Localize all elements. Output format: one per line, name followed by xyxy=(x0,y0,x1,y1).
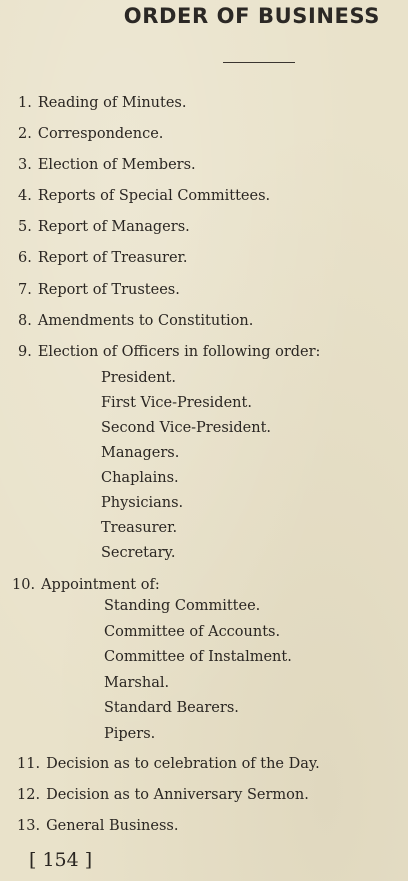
item-text: Amendments to Constitution. xyxy=(37,313,254,329)
item-text: Correspondence. xyxy=(37,126,164,142)
page-number: [ 154 ] xyxy=(29,849,93,871)
item-number: 12. xyxy=(17,787,41,803)
item-text: Report of Trustees. xyxy=(37,282,180,298)
item-text: Reading of Minutes. xyxy=(37,95,187,111)
item-number: 3. xyxy=(18,157,32,173)
item-number: 9. xyxy=(18,344,32,360)
item-text: Reports of Special Committees. xyxy=(37,188,271,204)
appointment-item: Standard Bearers. xyxy=(104,700,239,716)
item-number: 10. xyxy=(12,577,36,593)
item-text: Decision as to celebration of the Day. xyxy=(46,756,320,772)
list-item xyxy=(17,818,178,834)
officer-item: Treasurer. xyxy=(101,520,178,536)
list-item xyxy=(18,250,188,266)
item-number: 5. xyxy=(18,219,32,235)
title-divider xyxy=(223,62,295,63)
list-item xyxy=(12,577,160,593)
appointment-item: Pipers. xyxy=(104,726,156,742)
item-text: Appointment of: xyxy=(41,577,160,593)
appointment-item: Marshal. xyxy=(104,675,170,691)
item-text: Election of Members. xyxy=(37,157,196,173)
item-number: 4. xyxy=(18,188,32,204)
officer-item: First Vice-President. xyxy=(101,395,252,411)
officer-item: Physicians. xyxy=(101,495,184,511)
list-item xyxy=(18,157,196,173)
page-title: ORDER OF BUSINESS xyxy=(123,4,380,28)
officer-item: Second Vice-President. xyxy=(101,420,272,436)
item-number: 8. xyxy=(18,313,32,329)
item-text: Election of Officers in following order: xyxy=(37,344,321,360)
appointment-item: Standing Committee. xyxy=(104,598,261,614)
officer-item: Chaplains. xyxy=(101,470,179,486)
appointment-item: Committee of Instalment. xyxy=(104,649,292,665)
list-item xyxy=(17,756,320,772)
item-text: Report of Treasurer. xyxy=(37,250,188,266)
item-number: 2. xyxy=(18,126,32,142)
list-item xyxy=(18,219,190,235)
list-item xyxy=(17,787,309,803)
item-text: Decision as to Anniversary Sermon. xyxy=(46,787,309,803)
list-item xyxy=(18,282,180,298)
officer-item: Secretary. xyxy=(101,545,176,561)
officer-item: Managers. xyxy=(101,445,180,461)
item-number: 1. xyxy=(18,95,32,111)
officer-item: President. xyxy=(101,370,176,386)
list-item xyxy=(18,95,186,111)
item-number: 6. xyxy=(18,250,32,266)
list-item xyxy=(18,126,163,142)
appointment-item: Committee of Accounts. xyxy=(104,624,281,640)
list-item xyxy=(18,188,270,204)
item-number: 11. xyxy=(17,756,41,772)
item-number: 7. xyxy=(18,282,32,298)
list-item xyxy=(18,313,253,329)
item-text: Report of Managers. xyxy=(37,219,190,235)
item-text: General Business. xyxy=(46,818,179,834)
list-item xyxy=(18,344,320,360)
item-number: 13. xyxy=(17,818,41,834)
